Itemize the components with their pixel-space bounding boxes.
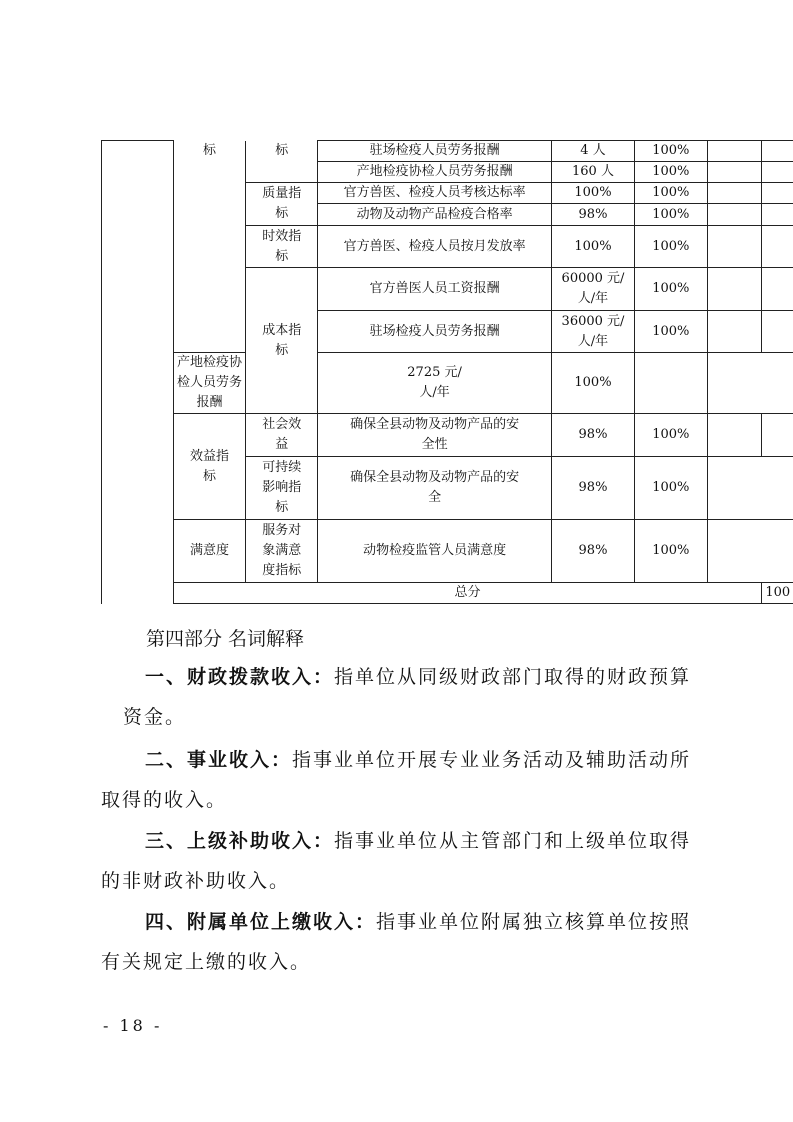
empty-cell — [707, 162, 762, 183]
indicator-cell: 动物检疫监管人员满意度 — [318, 520, 552, 583]
indicator-cell: 官方兽医人员工资报酬 — [318, 268, 552, 311]
definition-text-cont: 有关规定上缴的收入。 — [101, 951, 312, 973]
indicator-cell: 产地检疫协检人员劳务报酬 — [173, 353, 246, 414]
target-line: 人/年 — [419, 385, 450, 400]
indicator-cell: 官方兽医、检疫人员按月发放率 — [318, 226, 552, 268]
target-cell: 160 人 — [552, 162, 635, 183]
value-cell: 100% — [634, 311, 707, 353]
level3-label-line: 标 — [275, 500, 289, 515]
empty-cell — [707, 204, 762, 226]
section-heading: 第四部分 名词解释 — [146, 628, 305, 650]
level3-cell-time — [246, 226, 318, 268]
empty-cell — [762, 226, 793, 268]
value-cell: 100% — [634, 226, 707, 268]
level3-cell-quantity: 标 — [246, 141, 318, 183]
empty-cell — [762, 268, 793, 311]
level2-label-line: 效益指 — [190, 448, 230, 464]
definition-text: 指事业单位开展专业业务活动及辅助活动所 — [292, 749, 692, 771]
target-cell: 100% — [552, 226, 635, 268]
level3-label-line: 标 — [275, 342, 289, 358]
empty-cell — [762, 204, 793, 226]
definition-text: 指事业单位附属独立核算单位按照 — [376, 911, 692, 933]
indicator-cell — [318, 457, 552, 520]
empty-cell — [707, 311, 762, 353]
level2-cell-benefit — [173, 414, 246, 520]
indicator-cell: 动物及动物产品检疫合格率 — [318, 204, 552, 226]
level3-cell-quality — [246, 183, 318, 226]
target-cell: 98% — [552, 520, 635, 583]
target-cell — [552, 311, 635, 353]
indicator-cell: 官方兽医、检疫人员考核达标率 — [318, 183, 552, 204]
level2-label-line: 标 — [203, 468, 217, 484]
indicator-cell: 驻场检疫人员劳务报酬 — [318, 311, 552, 353]
level2-cell-satisfaction: 满意度 — [173, 520, 246, 583]
level3-label-line: 益 — [275, 437, 289, 452]
target-line: 36000 元/ — [561, 313, 625, 329]
target-cell: 100% — [552, 183, 635, 204]
definition-text-cont: 取得的收入。 — [101, 789, 228, 811]
indicator-line: 全 — [428, 490, 442, 505]
empty-cell — [707, 141, 762, 162]
empty-cell — [707, 353, 762, 414]
definition-1 — [101, 657, 701, 737]
definition-term: 四、附属单位上缴收入： — [145, 911, 377, 933]
value-cell: 100% — [634, 268, 707, 311]
value-cell: 100% — [634, 141, 707, 162]
target-line: 60000 元/ — [561, 271, 625, 286]
indicator-line: 全性 — [421, 437, 448, 452]
target-cell: 4 人 — [552, 141, 635, 162]
empty-cell — [707, 457, 793, 520]
empty-cell — [707, 268, 762, 311]
page-number: - 18 - — [103, 1016, 163, 1035]
level3-label-line: 时效指 — [262, 228, 302, 244]
value-cell: 100% — [634, 204, 707, 226]
level3-label-line: 标 — [275, 248, 289, 264]
target-cell: 98% — [552, 457, 635, 520]
level3-label-line: 服务对 — [262, 523, 302, 538]
level3-cell-sustain — [246, 457, 318, 520]
target-cell: 98% — [552, 414, 635, 457]
empty-cell — [707, 183, 762, 204]
empty-cell — [762, 183, 793, 204]
definition-text: 指事业单位从主管部门和上级单位取得 — [334, 830, 692, 852]
definition-2 — [101, 740, 701, 820]
definition-term: 三、上级补助收入： — [145, 830, 335, 852]
total-label-cell: 总分 — [173, 583, 762, 604]
level3-label-line: 成本指 — [262, 322, 302, 338]
total-value-cell: 100 — [762, 583, 793, 604]
indicator-cell: 产地检疫协检人员劳务报酬 — [318, 162, 552, 183]
level2-cell-output: 标 — [173, 141, 246, 353]
value-cell: 100% — [634, 520, 707, 583]
value-cell: 100% — [634, 457, 707, 520]
empty-cell — [707, 414, 762, 457]
definition-text-cont: 资金。 — [123, 706, 187, 728]
indicator-line: 确保全县动物及动物产品的安 — [350, 470, 520, 485]
level3-cell-cost — [246, 268, 318, 414]
level3-label-line: 象满意 — [262, 543, 302, 558]
value-cell: 100% — [634, 183, 707, 204]
definition-term: 一、财政拨款收入： — [145, 666, 335, 688]
target-line: 人/年 — [577, 333, 609, 349]
empty-cell — [762, 414, 793, 457]
performance-indicator-table — [101, 140, 793, 604]
empty-cell — [634, 353, 707, 414]
level3-label-line: 质量指 — [262, 186, 302, 201]
value-cell: 100% — [634, 162, 707, 183]
definition-3 — [101, 821, 701, 901]
level3-cell-social — [246, 414, 318, 457]
target-cell — [318, 353, 552, 414]
definition-text: 指单位从同级财政部门取得的财政预算 — [334, 666, 692, 688]
definition-4 — [101, 902, 701, 982]
target-cell: 98% — [552, 204, 635, 226]
indicator-cell: 驻场检疫人员劳务报酬 — [318, 141, 552, 162]
level3-label-line: 标 — [275, 206, 289, 221]
target-cell — [552, 268, 635, 311]
target-line: 人/年 — [577, 291, 609, 306]
definition-text-cont: 的非财政补助收入。 — [101, 870, 291, 892]
target-line: 2725 元/ — [407, 365, 462, 380]
level3-label-line: 社会效 — [262, 417, 302, 432]
empty-cell — [762, 311, 793, 353]
empty-cell — [707, 226, 762, 268]
empty-cell — [707, 520, 793, 583]
level3-cell-satisfaction — [246, 520, 318, 583]
level3-label-line: 度指标 — [262, 563, 302, 578]
indicator-cell — [318, 414, 552, 457]
empty-cell — [762, 141, 793, 162]
indicator-line: 确保全县动物及动物产品的安 — [350, 417, 520, 432]
value-cell: 100% — [634, 414, 707, 457]
level3-label-line: 影响指 — [262, 480, 302, 495]
level1-cell — [102, 141, 174, 604]
definition-term: 二、事业收入： — [145, 749, 293, 771]
level3-label-line: 可持续 — [262, 460, 302, 475]
value-cell: 100% — [552, 353, 635, 414]
empty-cell — [762, 162, 793, 183]
